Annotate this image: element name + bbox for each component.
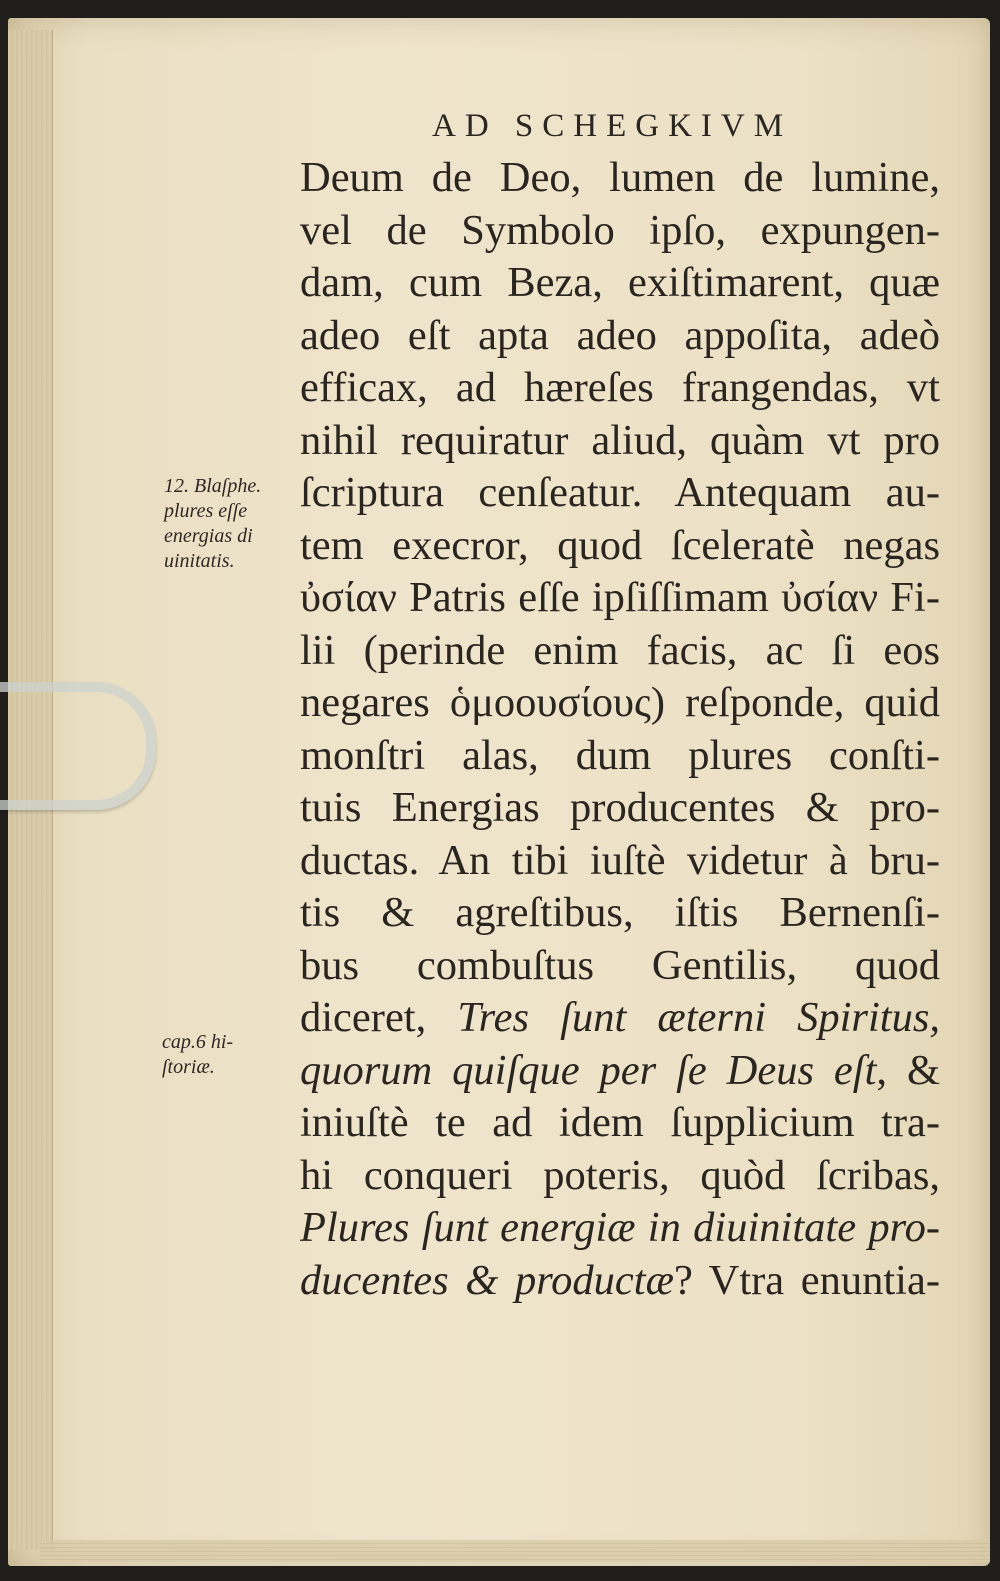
text-line (300, 992, 940, 1045)
text-line-content: lii (perinde enim facis, ac ſi eos (300, 626, 940, 674)
text-line (300, 152, 940, 205)
text-line (300, 835, 940, 888)
text-line-content: Deum de Deo, lumen de lumine, (300, 154, 940, 201)
text-line (300, 782, 940, 835)
text-line-post: , & (876, 1046, 940, 1094)
text-line (300, 572, 940, 625)
text-line-italic: ducentes & productæ (300, 1256, 674, 1304)
text-line-content: tem execror, quod ſceleratè negas (300, 521, 940, 569)
text-line (300, 1202, 940, 1255)
marginal-note-line: ſtoriæ. (162, 1056, 215, 1078)
text-line (300, 1097, 940, 1150)
text-line (300, 520, 940, 573)
marginal-note-line: cap.6 hi- (162, 1031, 234, 1053)
text-line-content: tuis Energias producentes & pro- (300, 784, 940, 831)
text-line (300, 1045, 940, 1098)
text-line-content: dam, cum Beza, exiſtimarent, quæ (300, 259, 940, 306)
text-line-content: bus combuſtus Gentilis, quod (300, 941, 940, 989)
text-line-content: vel de Symbolo ipſo, expungen- (300, 206, 940, 254)
marginal-note-line: plures eſſe (164, 500, 248, 522)
text-line-pre: diceret, (300, 994, 458, 1041)
text-line-content: iniuſtè te ad idem ſupplicium tra- (300, 1099, 940, 1146)
text-line (300, 362, 940, 415)
marginal-note-historia (162, 1030, 312, 1080)
text-line (300, 940, 940, 993)
marginal-note-blasphemy (164, 474, 314, 574)
text-line (300, 467, 940, 520)
text-line (300, 887, 940, 940)
running-head: AD SCHEGKIVM (432, 108, 793, 144)
text-line (300, 677, 940, 730)
page-bottom-edges (40, 1540, 990, 1562)
text-line-content: tis & agreſtibus, iſtis Bernenſi- (300, 889, 940, 936)
text-line-content: ductas. An tibi iuſtè videtur à bru- (300, 836, 940, 884)
text-line (300, 257, 940, 310)
text-line-content: ſcriptura cenſeatur. Antequam au- (300, 469, 940, 516)
text-line (300, 730, 940, 783)
text-line-content: negares ὁμοουσίους) reſponde, quid (300, 679, 940, 726)
text-line-italic: Tres ſunt æterni Spiritus, (457, 994, 940, 1041)
text-line (300, 310, 940, 363)
marginal-note-line: energias di (164, 525, 253, 547)
text-line-italic: Plures ſunt energiæ in diuinitate pro- (300, 1204, 940, 1251)
text-line (300, 1150, 940, 1203)
text-line (300, 205, 940, 258)
text-line-content: adeo eſt apta adeo appoſita, adeò (300, 311, 940, 359)
text-line-content: efficax, ad hæreſes frangendas, vt (300, 364, 940, 411)
text-line (300, 625, 940, 678)
text-line-content: monſtri alas, dum plures conſti- (300, 731, 940, 779)
text-line-content: hi conqueri poteris, quòd ſcribas, (300, 1151, 940, 1199)
text-line-content: nihil requiratur aliud, quàm vt pro (300, 416, 940, 464)
marginal-note-line: 12. Blaſphe. (164, 475, 262, 497)
text-line (300, 1255, 940, 1308)
text-line-post: ? Vtra enuntia- (673, 1256, 940, 1304)
text-line (300, 415, 940, 468)
main-text-block (300, 152, 940, 1307)
text-line-italic: quorum quiſque per ſe Deus eſt (300, 1046, 877, 1094)
paper-clip-icon (0, 682, 156, 810)
marginal-note-line: uinitatis. (164, 550, 235, 572)
text-line-content: ὐσίαν Patris eſſe ipſiſſimam ὐσίαν Fi- (300, 574, 940, 621)
